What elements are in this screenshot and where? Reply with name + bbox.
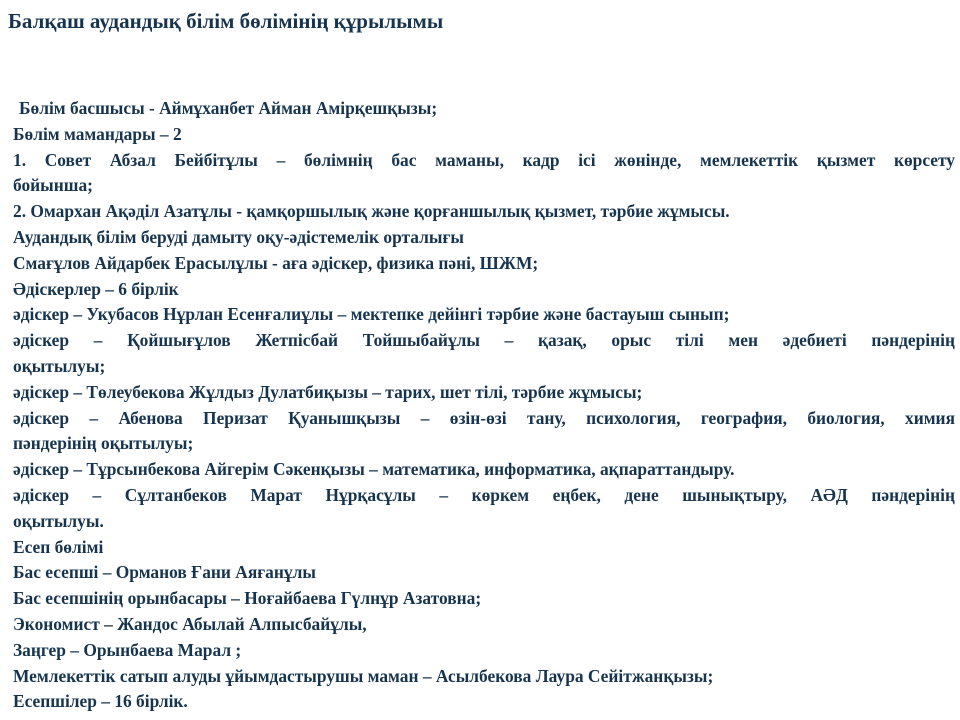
text-line: әдіскер – Абенова Перизат Қуанышқызы – өзін-өзі тану, психология, география, биология, химия	[13, 407, 955, 428]
text-line: әдіскер – Тұрсынбекова Айгерім Сәкенқызы – математика, информатика, ақпараттандыру.	[13, 459, 735, 480]
text-line: 1. Совет Абзал Бейбітұлы – бөлімнің бас маманы, кадр ісі жөнінде, мемлекеттік қызмет көрсету	[13, 149, 955, 170]
text-line: әдіскер – Укубасов Нұрлан Есенғалиұлы – мектепке дейінгі тәрбие және бастауыш сынып;	[13, 304, 730, 325]
text-line: Заңгер – Орынбаева Марал ;	[13, 639, 242, 660]
text-line: Есеп бөлімі	[13, 536, 104, 557]
text-line: Экономист – Жандос Абылай Алпысбайұлы,	[13, 613, 367, 634]
text-line: Бас есепші – Орманов Ғани Аяғанұлы	[13, 562, 316, 583]
text-line: оқытылуы.	[13, 510, 104, 531]
text-line: әдіскер – Сұлтанбеков Марат Нұрқасұлы – көркем еңбек, дене шынықтыру, АӘД пәндерінің	[13, 484, 955, 505]
text-line: Смағұлов Айдарбек Ерасылұлы - аға әдіскер, физика пәні, ШЖМ;	[13, 252, 539, 273]
text-line: оқытылуы;	[13, 355, 106, 376]
text-line: әдіскер – Төлеубекова Жұлдыз Дулатбиқызы – тарих, шет тілі, тәрбие жұмысы;	[13, 381, 643, 402]
text-line: бойынша;	[13, 175, 93, 196]
text-line: Әдіскерлер – 6 бірлік	[13, 278, 179, 299]
text-line: 2. Омархан Ақәділ Азатұлы - қамқоршылық және қорғаншылық қызмет, тәрбие жұмысы.	[13, 201, 730, 222]
text-line: Мемлекеттік сатып алуды ұйымдастырушы маман – Асылбекова Лаура Сейітжанқызы;	[13, 665, 714, 686]
text-line: Бас есепшінің орынбасары – Ноғайбаева Гүлнұр Азатовна;	[13, 588, 482, 609]
structure-text	[13, 96, 955, 715]
text-line: әдіскер – Қойшығұлов Жетпісбай Тойшыбайұлы – қазақ, орыс тілі мен әдебиеті пәндерінің	[13, 330, 955, 351]
text-line: Бөлім басшысы - Аймұханбет Айман Амірқешқызы;	[19, 98, 438, 118]
text-line: пәндерінің оқытылуы;	[13, 433, 194, 454]
page-title: Балқаш аудандық білім бөлімінің құрылымы	[8, 9, 444, 33]
text-line: Аудандық білім беруді дамыту оқу-әдістемелік орталығы	[13, 226, 464, 247]
text-line: Есепшілер – 16 бірлік.	[13, 691, 188, 712]
text-line: Бөлім мамандары – 2	[13, 123, 182, 144]
